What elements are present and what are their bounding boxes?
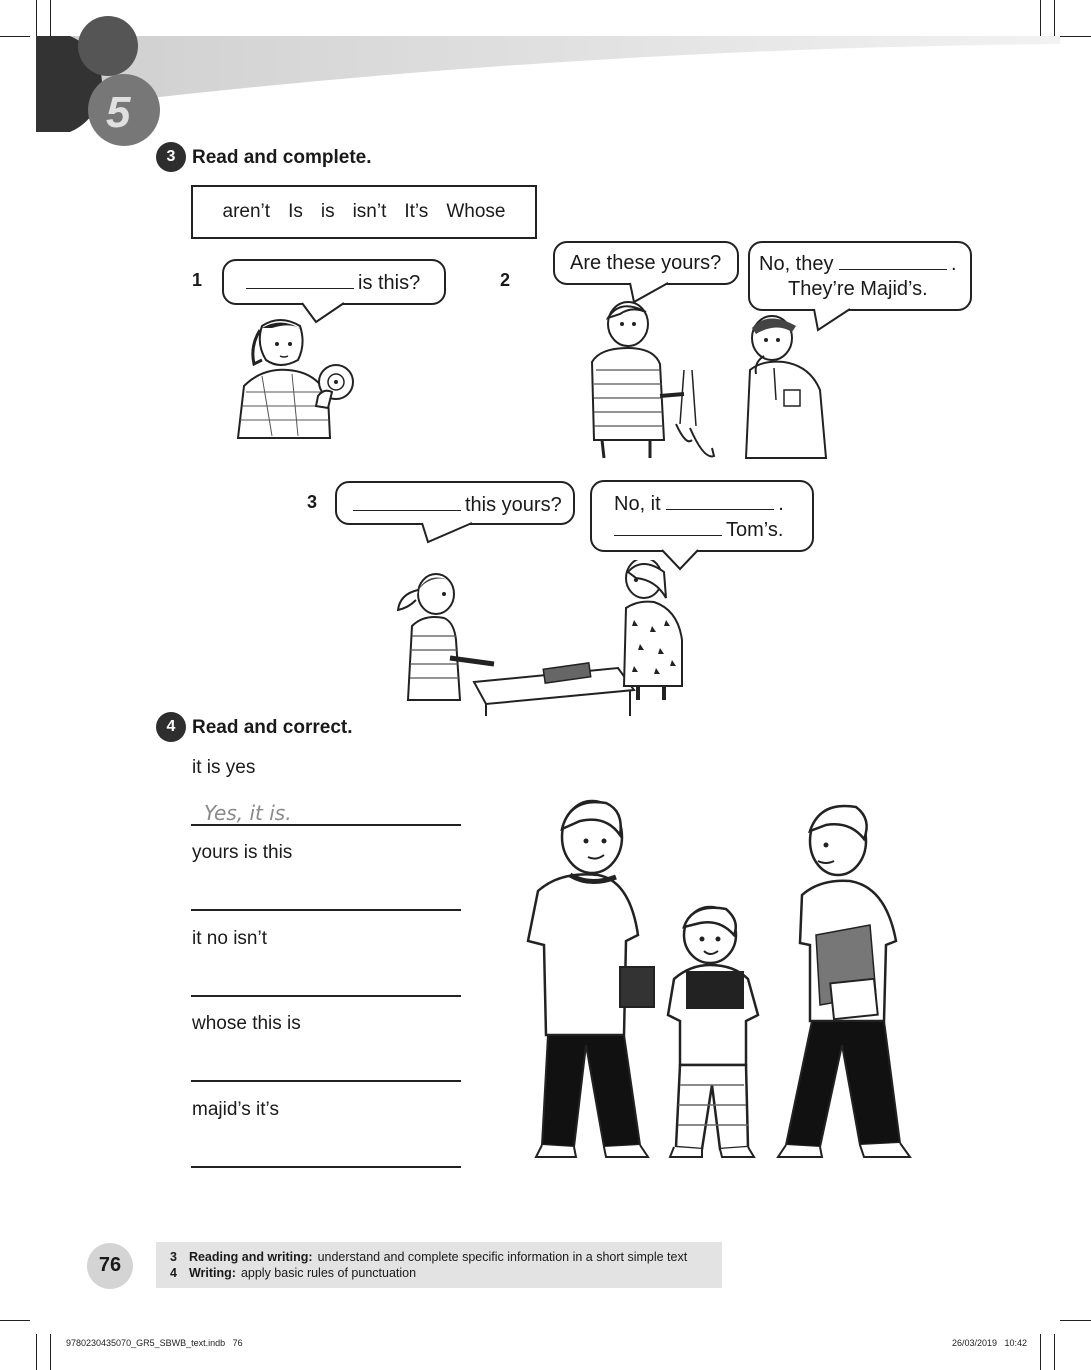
item-number: 3 [307,492,318,512]
print-file-name: 9780230435070_GR5_SBWB_text.indb 76 [66,1338,243,1348]
crop-mark [50,1334,51,1370]
bubble-text: is this? [358,272,421,294]
word-box-word: It’s [404,201,429,222]
bubble-tail [420,522,480,546]
example-answer: Yes, it is. [204,801,292,825]
crop-mark [36,1334,37,1370]
scrambled-prompt: it no isn’t [192,928,267,949]
bubble-text: this yours? [465,494,562,516]
answer-line[interactable] [191,995,461,997]
bubble-text: No, they [759,253,834,275]
answer-blank[interactable] [839,251,947,270]
crop-mark [0,1320,30,1321]
scrambled-prompt: majid’s it’s [192,1099,279,1120]
crop-mark [1040,1334,1041,1370]
bubble-text: . [951,253,957,275]
answer-blank[interactable] [666,491,774,510]
boy-with-shoes-illustration [580,300,730,462]
exercise-3-number: 3 [156,142,186,172]
bubble-text: Tom’s. [726,519,784,541]
word-box-word: Is [288,201,303,222]
answer-blank[interactable] [246,270,354,289]
objective-number: 4 [170,1266,177,1280]
bubble-text: They’re Majid’s. [788,278,928,300]
word-box-word: is [320,201,335,222]
crop-mark [1054,1334,1055,1370]
answer-line[interactable] [191,824,461,826]
answer-line[interactable] [191,909,461,911]
girl-with-cd-illustration [232,316,367,441]
page-number: 76 [98,1254,122,1276]
word-box-word: aren’t [222,201,271,222]
answer-line[interactable] [191,1166,461,1168]
objective-text: understand and complete specific information in a short simple text [317,1250,688,1264]
speech-bubble [553,241,739,285]
girls-at-table-illustration [390,560,690,716]
unit-number: 5 [106,88,131,137]
answer-line[interactable] [191,1080,461,1082]
exercise-4-title: Read and correct. [192,717,353,738]
objective-label: Writing: [188,1266,236,1280]
three-boys-illustration [520,795,920,1165]
item-number: 2 [500,270,511,290]
answer-blank[interactable] [614,517,722,536]
scrambled-prompt: whose this is [192,1013,301,1034]
scrambled-prompt: it is yes [192,757,256,778]
print-timestamp: 26/03/2019 10:42 [952,1338,1028,1348]
scrambled-prompt: yours is this [192,842,293,863]
answer-blank[interactable] [353,492,461,511]
exercise-4-number: 4 [156,712,186,742]
bubble-text: Are these yours? [570,252,722,274]
exercise-3-title: Read and complete. [192,147,372,168]
objective-text: apply basic rules of punctuation [240,1266,417,1280]
word-box-word: Whose [446,201,506,222]
objective-label: Reading and writing: [188,1250,313,1264]
bubble-text: . [778,493,784,515]
boy-in-dishdasha-illustration [740,310,840,460]
curriculum-objectives-box [156,1242,722,1288]
unit-header-graphic [0,0,1091,150]
word-box [191,185,537,239]
objective-line [170,1266,416,1280]
speech-bubble [222,259,446,305]
bubble-text: No, it [614,493,661,515]
speech-bubble [335,481,575,525]
objective-number: 3 [170,1250,177,1264]
item-number: 1 [192,270,203,290]
speech-bubble [748,241,972,311]
speech-bubble [590,480,814,552]
word-box-word: isn’t [352,201,387,222]
objective-line [170,1250,687,1264]
crop-mark [1060,1320,1091,1321]
